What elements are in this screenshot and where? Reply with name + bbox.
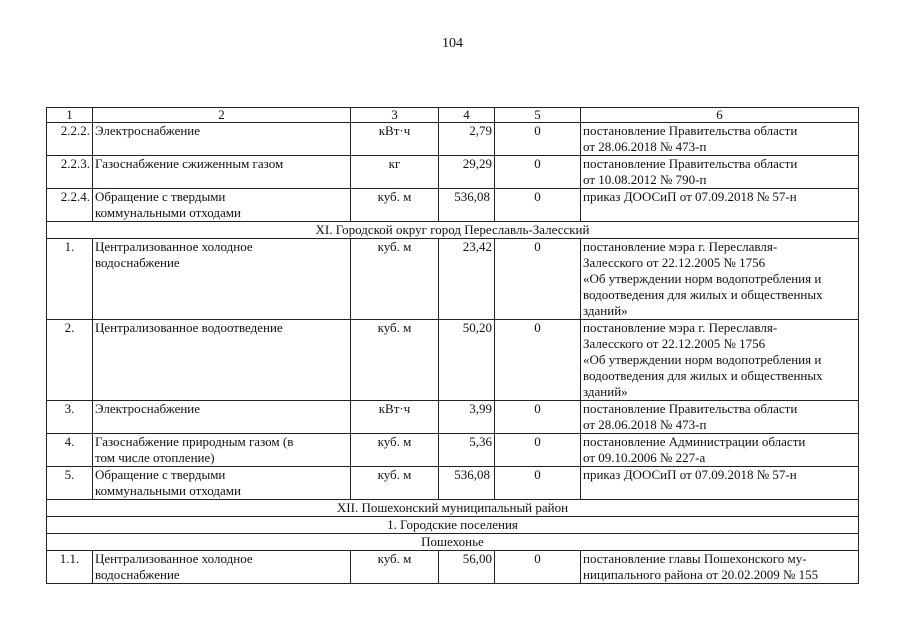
row-name: Газоснабжение сжиженным газом	[93, 156, 351, 189]
row-col5: 0	[495, 320, 581, 401]
table-row	[47, 320, 859, 401]
row-col5: 0	[495, 123, 581, 156]
row-unit: куб. м	[351, 189, 439, 222]
row-document: постановление мэра г. Переславля- Залесского от 22.12.2005 № 1756 «Об утверждении норм водопотребления и водоотведения для жилых и общественных зданий»	[581, 239, 859, 320]
header-cell: 5	[495, 108, 581, 123]
header-cell: 4	[439, 108, 495, 123]
row-unit: кг	[351, 156, 439, 189]
row-code: 2.2.2.	[47, 123, 93, 156]
row-code: 2.2.3.	[47, 156, 93, 189]
row-document: постановление главы Пошехонского му- ниципального района от 20.02.2009 № 155	[581, 551, 859, 584]
table-row	[47, 551, 859, 584]
row-name: Электроснабжение	[93, 401, 351, 434]
row-code: 1.	[47, 239, 93, 320]
row-col5: 0	[495, 551, 581, 584]
row-document: приказ ДООСиП от 07.09.2018 № 57-н	[581, 189, 859, 222]
row-name: Электроснабжение	[93, 123, 351, 156]
row-name: Газоснабжение природным газом (в том числе отопление)	[93, 434, 351, 467]
row-name: Обращение с твердыми коммунальными отходами	[93, 189, 351, 222]
row-code: 3.	[47, 401, 93, 434]
row-unit: куб. м	[351, 467, 439, 500]
section-title: XII. Пошехонский муниципальный район	[47, 500, 859, 517]
norms-table	[46, 107, 859, 584]
row-unit: кВт·ч	[351, 123, 439, 156]
header-cell: 3	[351, 108, 439, 123]
table-row	[47, 434, 859, 467]
row-name: Обращение с твердыми коммунальными отходами	[93, 467, 351, 500]
header-cell: 2	[93, 108, 351, 123]
row-code: 5.	[47, 467, 93, 500]
row-value: 29,29	[439, 156, 495, 189]
row-col5: 0	[495, 434, 581, 467]
row-code: 2.2.4.	[47, 189, 93, 222]
row-document: приказ ДООСиП от 07.09.2018 № 57-н	[581, 467, 859, 500]
row-col5: 0	[495, 467, 581, 500]
settlement-title: Пошехонье	[47, 534, 859, 551]
row-document: постановление мэра г. Переславля- Залесского от 22.12.2005 № 1756 «Об утверждении норм водопотребления и водоотведения для жилых и общественных зданий»	[581, 320, 859, 401]
row-value: 56,00	[439, 551, 495, 584]
row-value: 3,99	[439, 401, 495, 434]
subsection-title: 1. Городские поселения	[47, 517, 859, 534]
subsection-row	[47, 534, 859, 551]
row-code: 2.	[47, 320, 93, 401]
table-row	[47, 467, 859, 500]
subsection-row	[47, 517, 859, 534]
page-number: 104	[442, 36, 463, 51]
row-value: 5,36	[439, 434, 495, 467]
table-row	[47, 239, 859, 320]
row-code: 4.	[47, 434, 93, 467]
table-header-row	[47, 108, 859, 123]
header-cell: 6	[581, 108, 859, 123]
row-value: 50,20	[439, 320, 495, 401]
row-unit: куб. м	[351, 551, 439, 584]
row-unit: кВт·ч	[351, 401, 439, 434]
row-col5: 0	[495, 239, 581, 320]
row-value: 536,08	[439, 189, 495, 222]
table-row	[47, 123, 859, 156]
row-col5: 0	[495, 401, 581, 434]
row-unit: куб. м	[351, 239, 439, 320]
row-name: Централизованное холодное водоснабжение	[93, 239, 351, 320]
row-name: Централизованное водоотведение	[93, 320, 351, 401]
row-document: постановление Администрации области от 09.10.2006 № 227-а	[581, 434, 859, 467]
row-col5: 0	[495, 189, 581, 222]
section-row	[47, 500, 859, 517]
table-row	[47, 189, 859, 222]
table-row	[47, 156, 859, 189]
row-value: 536,08	[439, 467, 495, 500]
row-code: 1.1.	[47, 551, 93, 584]
row-value: 23,42	[439, 239, 495, 320]
section-row	[47, 222, 859, 239]
row-col5: 0	[495, 156, 581, 189]
row-document: постановление Правительства области от 28.06.2018 № 473-п	[581, 123, 859, 156]
row-document: постановление Правительства области от 10.08.2012 № 790-п	[581, 156, 859, 189]
row-document: постановление Правительства области от 28.06.2018 № 473-п	[581, 401, 859, 434]
row-unit: куб. м	[351, 434, 439, 467]
header-cell: 1	[47, 108, 93, 123]
section-title: XI. Городской округ город Переславль-Залесский	[47, 222, 859, 239]
row-value: 2,79	[439, 123, 495, 156]
table-row	[47, 401, 859, 434]
row-unit: куб. м	[351, 320, 439, 401]
row-name: Централизованное холодное водоснабжение	[93, 551, 351, 584]
